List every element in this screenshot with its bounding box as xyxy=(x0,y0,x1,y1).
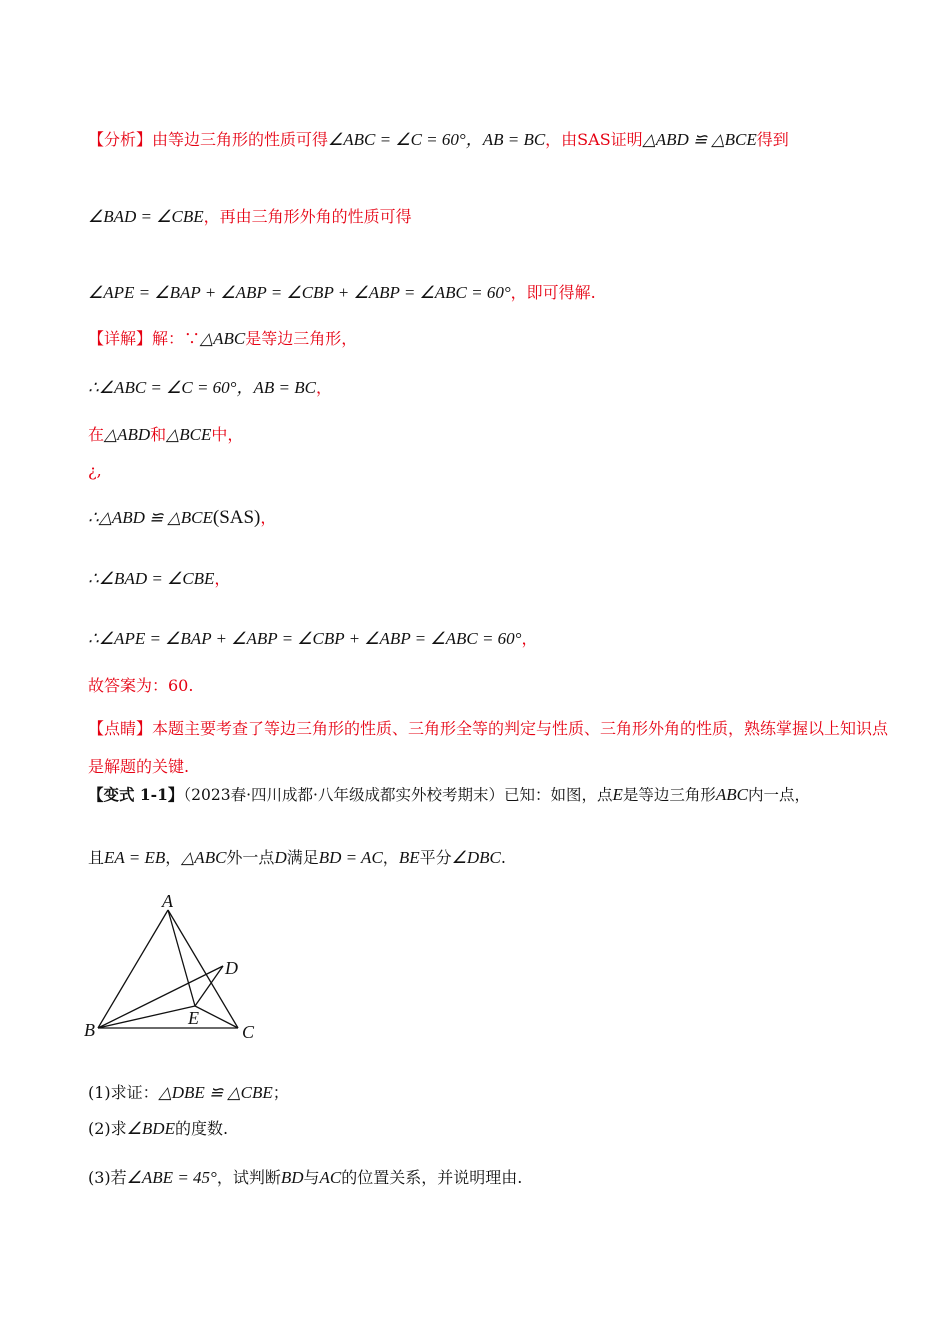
math-expression: ∴∠BAD = ∠CBE xyxy=(88,569,215,588)
detail-line-6: ∴∠BAD = ∠CBE， xyxy=(88,569,231,588)
math-expression: △ABD xyxy=(104,425,151,444)
label-C: C xyxy=(242,1022,255,1042)
analysis-line-1: 【分析】由等边三角形的性质可得∠ABC = ∠C = 60°，AB = BC，由SAS证明△ABD ≌ △BCE得到 xyxy=(88,130,789,149)
detail-line-2: ∴∠ABC = ∠C = 60°，AB = BC， xyxy=(88,378,332,397)
detail-line-4: ¿, xyxy=(88,461,102,480)
math-expression: ∠APE = ∠BAP + ∠ABP = ∠CBP + ∠ABP = ∠ABC = 60° xyxy=(88,283,511,302)
math-expression: △ABD ≌ △BCE xyxy=(642,130,757,149)
variant-line-1: 【变式 1-1】（2023春·四川成都·八年级成都实外校考期末）已知：如图，点E是等边三角形ABC内一点， xyxy=(88,785,811,804)
comment-paragraph: 【点睛】本题主要考查了等边三角形的性质、三角形全等的判定与性质、三角形外角的性质，熟练掌握以上知识点是解题的关键. xyxy=(88,719,889,776)
detail-tag: 【详解】 xyxy=(88,329,153,348)
math-expression: ∠ABC = ∠C = 60°，AB = BC xyxy=(328,130,546,149)
segment-ED xyxy=(195,966,223,1006)
analysis-line-2: ∠BAD = ∠CBE，再由三角形外角的性质可得 xyxy=(88,207,412,226)
question-3: (3)若∠ABE = 45°，试判断BD与AC的位置关系，并说明理由. xyxy=(88,1168,523,1187)
analysis-line-3: ∠APE = ∠BAP + ∠ABP = ∠CBP + ∠ABP = ∠ABC = 60°，即可得解. xyxy=(88,283,596,302)
question-1: (1)求证：△DBE ≌ △CBE； xyxy=(88,1083,289,1102)
label-D: D xyxy=(225,958,238,978)
math-expression: △DBE ≌ △CBE xyxy=(158,1083,273,1102)
math-expression: △ABC xyxy=(200,329,246,348)
math-expression: ∴∠ABC = ∠C = 60°，AB = BC xyxy=(88,378,316,397)
label-E: E xyxy=(188,1008,199,1028)
math-expression: △BCE xyxy=(166,425,212,444)
math-expression: ∴△ABD ≌ △BCE xyxy=(88,508,213,527)
math-expression: ∠BAD = ∠CBE xyxy=(88,207,204,226)
variant-tag: 【变式 1-1】 xyxy=(88,785,184,804)
geometry-figure xyxy=(82,888,272,1048)
math-expression: ∠ABE = 45° xyxy=(126,1168,217,1187)
detail-line-5: ∴△ABD ≌ △BCE(SAS)， xyxy=(88,507,277,528)
label-A: A xyxy=(162,891,173,911)
detail-line-1: 【详解】解：∵△ABC是等边三角形， xyxy=(88,329,358,348)
comment-tag: 【点睛】 xyxy=(88,719,153,738)
analysis-tag: 【分析】 xyxy=(88,130,153,149)
math-expression: ∴∠APE = ∠BAP + ∠ABP = ∠CBP + ∠ABP = ∠ABC = 60° xyxy=(88,629,522,648)
variant-source: （2023春·四川成都·八年级成都实外校考期末） xyxy=(183,786,504,804)
variant-line-2: 且EA = EB，△ABC外一点D满足BD = AC，BE平分∠DBC. xyxy=(88,848,506,867)
answer-line: 故答案为：60. xyxy=(88,676,194,695)
detail-line-3: 在△ABD和△BCE中， xyxy=(88,425,244,444)
detail-line-7: ∴∠APE = ∠BAP + ∠ABP = ∠CBP + ∠ABP = ∠ABC = 60°， xyxy=(88,629,538,648)
question-2: (2)求∠BDE的度数. xyxy=(88,1119,229,1138)
label-B: B xyxy=(84,1020,95,1040)
segment-BE xyxy=(98,1006,195,1028)
math-expression: ∠BDE xyxy=(126,1119,175,1138)
